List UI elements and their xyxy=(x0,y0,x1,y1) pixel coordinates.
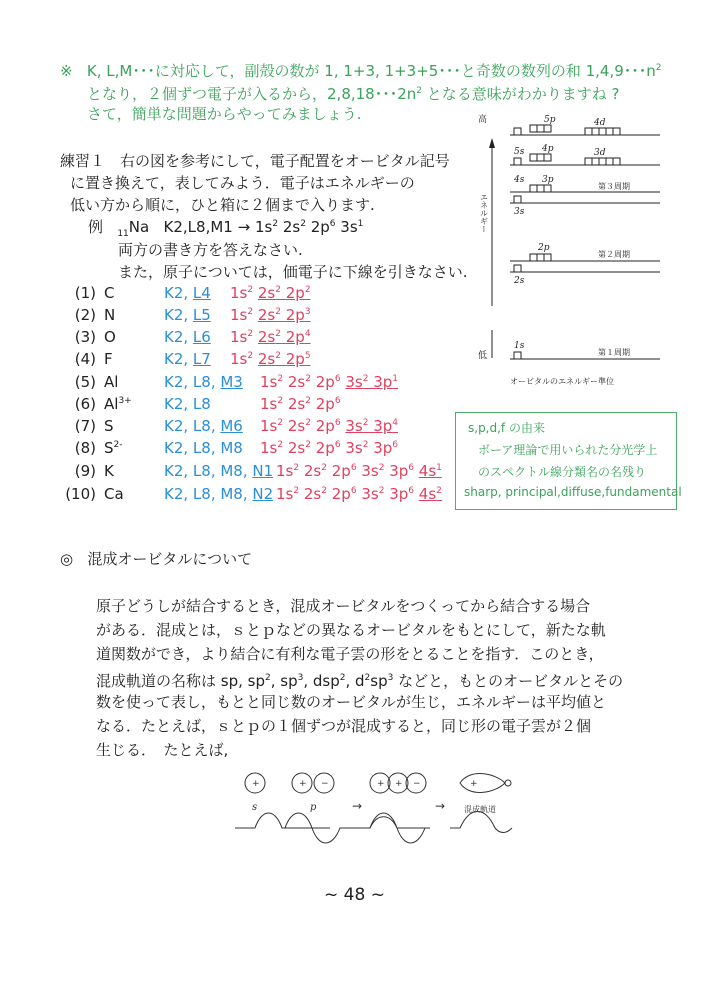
answer-config: $1s^2$ $2s^2$ $2p^5$ xyxy=(230,350,311,368)
answer-element: C xyxy=(104,284,115,302)
answer-number: (4) xyxy=(74,350,96,368)
label-3d: 3d xyxy=(594,148,606,158)
sign-plus: + xyxy=(377,779,385,789)
exercise-line-2: に置き換えて，表してみよう．電子はエネルギーの xyxy=(70,174,415,192)
hybrid-label: 混成軌道 xyxy=(464,805,496,814)
sign-plus: + xyxy=(252,779,260,789)
page-number: ~ 48 ~ xyxy=(324,885,385,905)
note-line-1 xyxy=(60,58,662,82)
section-heading xyxy=(60,548,252,569)
answer-shells: K2, L4 xyxy=(164,284,211,302)
diagram-high: 高 xyxy=(478,115,488,125)
answer-config: $1s^2$ $2s^2$ $2p^4$ xyxy=(230,328,311,346)
note-sup-2: 2 xyxy=(416,86,422,96)
answer-config: $1s^2$ $2s^2$ $2p^6$ $3s^2$ $3p^6$ $4s^1$ xyxy=(276,462,442,480)
arrow-icon: → xyxy=(352,799,363,813)
answer-number: (3) xyxy=(74,328,96,346)
answer-number: (2) xyxy=(74,306,96,324)
answer-element: $Al^{3+}$ xyxy=(104,395,132,413)
paragraph-line-6: 生じる． たとえば, xyxy=(96,741,229,759)
answer-element: O xyxy=(104,328,116,346)
axis-arrow-icon xyxy=(489,138,495,148)
answer-element: N xyxy=(104,306,116,324)
label-4s: 4s xyxy=(514,175,525,185)
paragraph-line-4: 数を使って表し，もとと同じ数のオービタルが生じ，エネルギーは平均値と xyxy=(96,693,607,711)
paragraph-line-hybrid-names: 混成軌道の名称は sp, $sp^2$, $sp^3$, dsp$^2$, $d^2sp^3$ などと，もとのオービタルとその xyxy=(96,672,624,690)
note-text-2b: となる意味がわかりますね ? xyxy=(422,85,620,103)
answer-element: $S^{2-}$ xyxy=(104,439,123,457)
label-4p: 4p xyxy=(542,144,554,154)
axis-label: エネルギー xyxy=(479,193,489,233)
p-label: p xyxy=(310,802,317,813)
label-5s: 5s xyxy=(514,147,525,157)
answer-shells: K2, L8, M3 xyxy=(164,373,243,391)
answer-config: $1s^2$ $2s^2$ $2p^6$ $3s^2$ $3p^1$ xyxy=(260,373,398,391)
answer-number: (6) xyxy=(74,395,96,413)
answer-element: Ca xyxy=(104,485,124,503)
answer-number: (1) xyxy=(74,284,96,302)
orbital-energy-diagram xyxy=(470,108,680,398)
answer-shells: K2, L6 xyxy=(164,328,211,346)
answer-element: S xyxy=(104,417,114,435)
sign-minus: − xyxy=(413,779,421,789)
arrow-icon: → xyxy=(435,799,446,813)
label-3s: 3s xyxy=(514,207,525,217)
answer-number: (5) xyxy=(74,373,96,391)
exercise-instruction-1: 両方の書き方を答えなさい. xyxy=(118,241,303,259)
answer-config: $1s^2$ $2s^2$ $2p^6$ $3s^2$ $3p^6$ $4s^2$ xyxy=(276,485,442,503)
answer-shells: K2, L8 xyxy=(164,395,211,413)
paragraph-line-2: がある．混成とは，ｓとｐなどの異なるオービタルをもとにして，新たな軌 xyxy=(96,621,606,639)
exercise-line-3: 低い方から順に，ひと箱に２個まで入ります. xyxy=(70,196,375,214)
answer-number: (9) xyxy=(74,462,96,480)
paragraph-line-3: 道関数ができ，より結合に有利な電子雲の形をとることを指す．このとき， xyxy=(96,645,604,663)
answer-number: (8) xyxy=(74,439,96,457)
origin-line-3: のスペクトル線分類名の名残り xyxy=(478,465,647,479)
note-sup-1: 2 xyxy=(655,63,662,73)
note-text-1: K, L,M･･･に対応して，副殻の数が 1, 1+3, 1+3+5･･･と奇数の数列の和 1,4,9･･･n xyxy=(86,62,656,80)
note-line-3: さて，簡単な問題からやってみましょう. xyxy=(87,105,362,123)
period-2-label: 第２周期 xyxy=(598,250,630,259)
example-label: 例 xyxy=(88,218,104,236)
answer-shells: K2, L7 xyxy=(164,350,211,368)
note-text-2a: となり，２個ずつ電子が入るから，2,8,18･･･2n xyxy=(87,85,417,103)
label-5p: 5p xyxy=(544,115,556,125)
answer-config: $1s^2$ $2s^2$ $2p^6$ $3s^2$ $3p^6$ xyxy=(260,439,398,457)
answer-shells: K2, L8, M8 xyxy=(164,439,243,457)
paragraph-line-1: 原子どうしが結合するとき，混成オービタルをつくってから結合する場合 xyxy=(96,597,591,615)
answer-number: (7) xyxy=(74,417,96,435)
answer-config: $1s^2$ $2s^2$ $2p^2$ xyxy=(230,284,311,302)
diagram-caption: オービタルのエネルギー準位 xyxy=(510,377,614,386)
origin-line-1: s,p,d,f の由来 xyxy=(468,421,545,435)
label-2s: 2s xyxy=(514,276,525,286)
example-line: 例 $_{11}$Na $K2,L8,M1 \to 1s^2$ $2s^2$ $2p^6$ $3s^1$ xyxy=(88,218,364,239)
sign-plus: + xyxy=(470,779,478,789)
period-1-label: 第１周期 xyxy=(598,348,630,357)
example-shells: K2,L8,M1 xyxy=(163,218,233,236)
answer-config: $1s^2$ $2s^2$ $2p^3$ xyxy=(230,306,311,324)
answer-shells: K2, L8, M8, N2 xyxy=(164,485,274,503)
example-atomic-number: 11 xyxy=(117,229,129,239)
hybrid-orbital-icon xyxy=(460,774,505,793)
label-4d: 4d xyxy=(594,118,606,128)
answer-config: $1s^2$ $2s^2$ $2p^6$ xyxy=(260,395,341,413)
diagram-low: 低 xyxy=(478,351,488,361)
example-element: Na xyxy=(128,218,150,236)
exercise-instruction-2: また，原子については，価電子に下線を引きなさい. xyxy=(118,263,468,281)
sign-plus: + xyxy=(299,779,307,789)
origin-line-2: ボーア理論で用いられた分光学上 xyxy=(478,443,658,457)
energy-levels xyxy=(510,125,660,359)
hybrid-orbital-figure xyxy=(230,768,520,858)
example-arrow: → xyxy=(237,218,251,236)
section-mark: ◎ xyxy=(60,550,74,568)
note-line-2 xyxy=(87,81,620,105)
sign-minus: − xyxy=(321,779,329,789)
origin-info-box xyxy=(455,412,682,510)
sign-plus: + xyxy=(395,779,403,789)
section-title: 混成オービタルについて xyxy=(87,550,253,568)
label-2p: 2p xyxy=(538,243,550,253)
answer-shells: K2, L8, M8, N1 xyxy=(164,462,274,480)
note-mark: ※ xyxy=(60,62,73,80)
origin-line-4: sharp, principal,diffuse,fundamental xyxy=(464,485,682,499)
answer-element: F xyxy=(104,350,113,368)
answer-shells: K2, L8, M6 xyxy=(164,417,243,435)
exercise-heading: 練習１ 右の図を参考にして，電子配置をオービタル記号 xyxy=(60,152,450,170)
period-3-label: 第３周期 xyxy=(598,182,630,191)
paragraph-line-5: なる．たとえば，ｓとｐの１個ずつが混成すると，同じ形の電子雲が２個 xyxy=(96,717,592,735)
answer-shells: K2, L5 xyxy=(164,306,211,324)
s-wave xyxy=(235,813,330,828)
label-1s: 1s xyxy=(514,341,525,351)
s-label: s xyxy=(252,802,258,813)
answer-element: Al xyxy=(104,373,119,391)
answer-number: (10) xyxy=(65,485,96,503)
hybrid-wave-result xyxy=(450,812,512,833)
answer-element: K xyxy=(104,462,114,480)
answer-config: $1s^2$ $2s^2$ $2p^6$ $3s^2$ $3p^4$ xyxy=(260,417,398,435)
label-3p: 3p xyxy=(542,175,554,185)
